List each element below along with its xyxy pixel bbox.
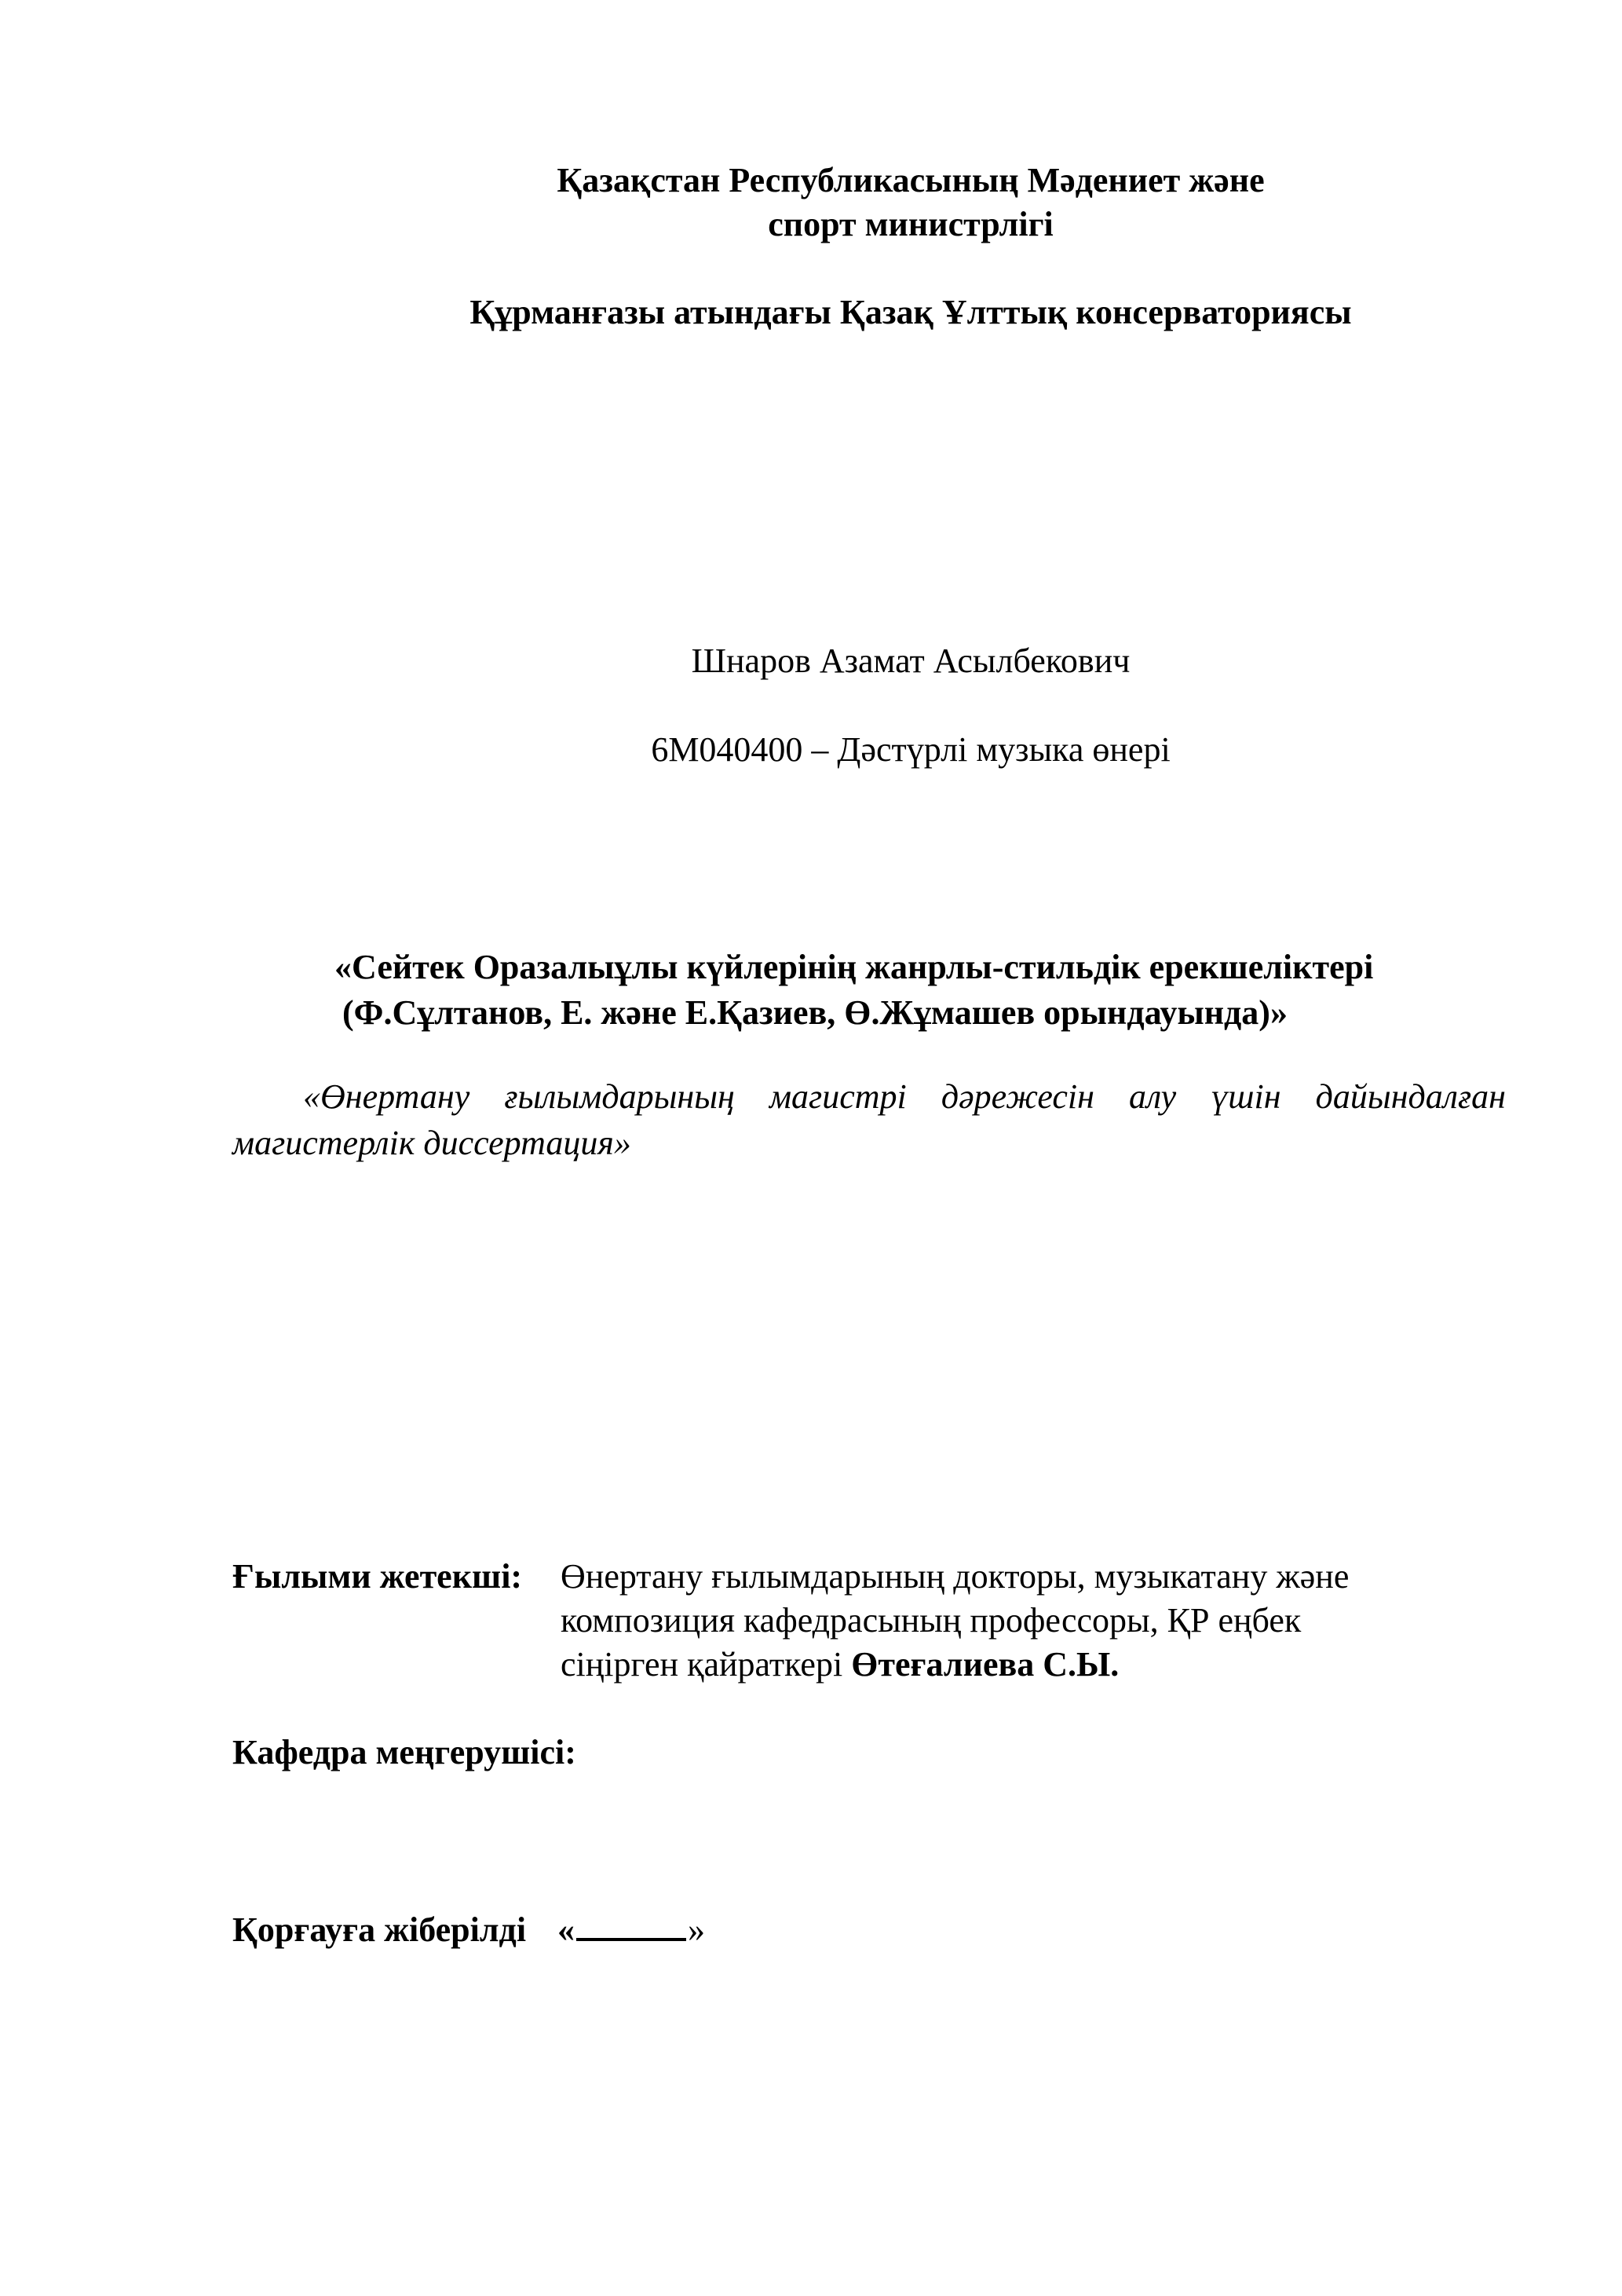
supervisor-line-2: композиция кафедрасының профессоры, ҚР еңбек — [561, 1601, 1302, 1640]
supervisor-title: сіңірген қайраткері — [561, 1645, 852, 1684]
thesis-title-line-1: «Сейтек Оразалыұлы күйлерінің жанрлы-стильдік ерекшеліктері — [334, 948, 1374, 986]
thesis-title-line-2: (Ф.Сұлтанов, Е. және Е.Қазиев, Ө.Жұмашев орындауында)» — [342, 993, 1288, 1032]
ministry-line-1: Қазақстан Республикасының Мәдениет және — [557, 161, 1265, 199]
supervisor-line-3 — [561, 1643, 1119, 1687]
author-name: Шнаров Азамат Асылбекович — [691, 642, 1131, 680]
defense-admission — [232, 1908, 705, 1952]
specialty: 6М040400 – Дәстүрлі музыка өнері — [651, 730, 1171, 769]
ministry-line-2: спорт министрлігі — [768, 205, 1054, 243]
supervisor-label: Ғылыми жетекші: — [232, 1557, 523, 1596]
defense-label: Қорғауға жіберілді — [232, 1910, 527, 1949]
department-head-label: Кафедра меңгерушісі: — [232, 1733, 576, 1771]
supervisor-line-1: Өнертану ғылымдарының докторы, музыкатану және — [561, 1557, 1350, 1596]
date-blank-field — [576, 1908, 686, 1941]
thesis-subtitle: «Өнертану ғылымдарының магистрі дәрежесін алу үшін дайындалған магистерлік диссертация» — [232, 1077, 1506, 1162]
supervisor-name: Өтеғалиева С.Ы. — [851, 1645, 1120, 1684]
conservatory-name: Құрманғазы атындағы Қазақ Ұлттық консерваториясы — [469, 293, 1352, 331]
open-quote: « — [557, 1910, 575, 1949]
close-quote: » — [688, 1910, 706, 1949]
